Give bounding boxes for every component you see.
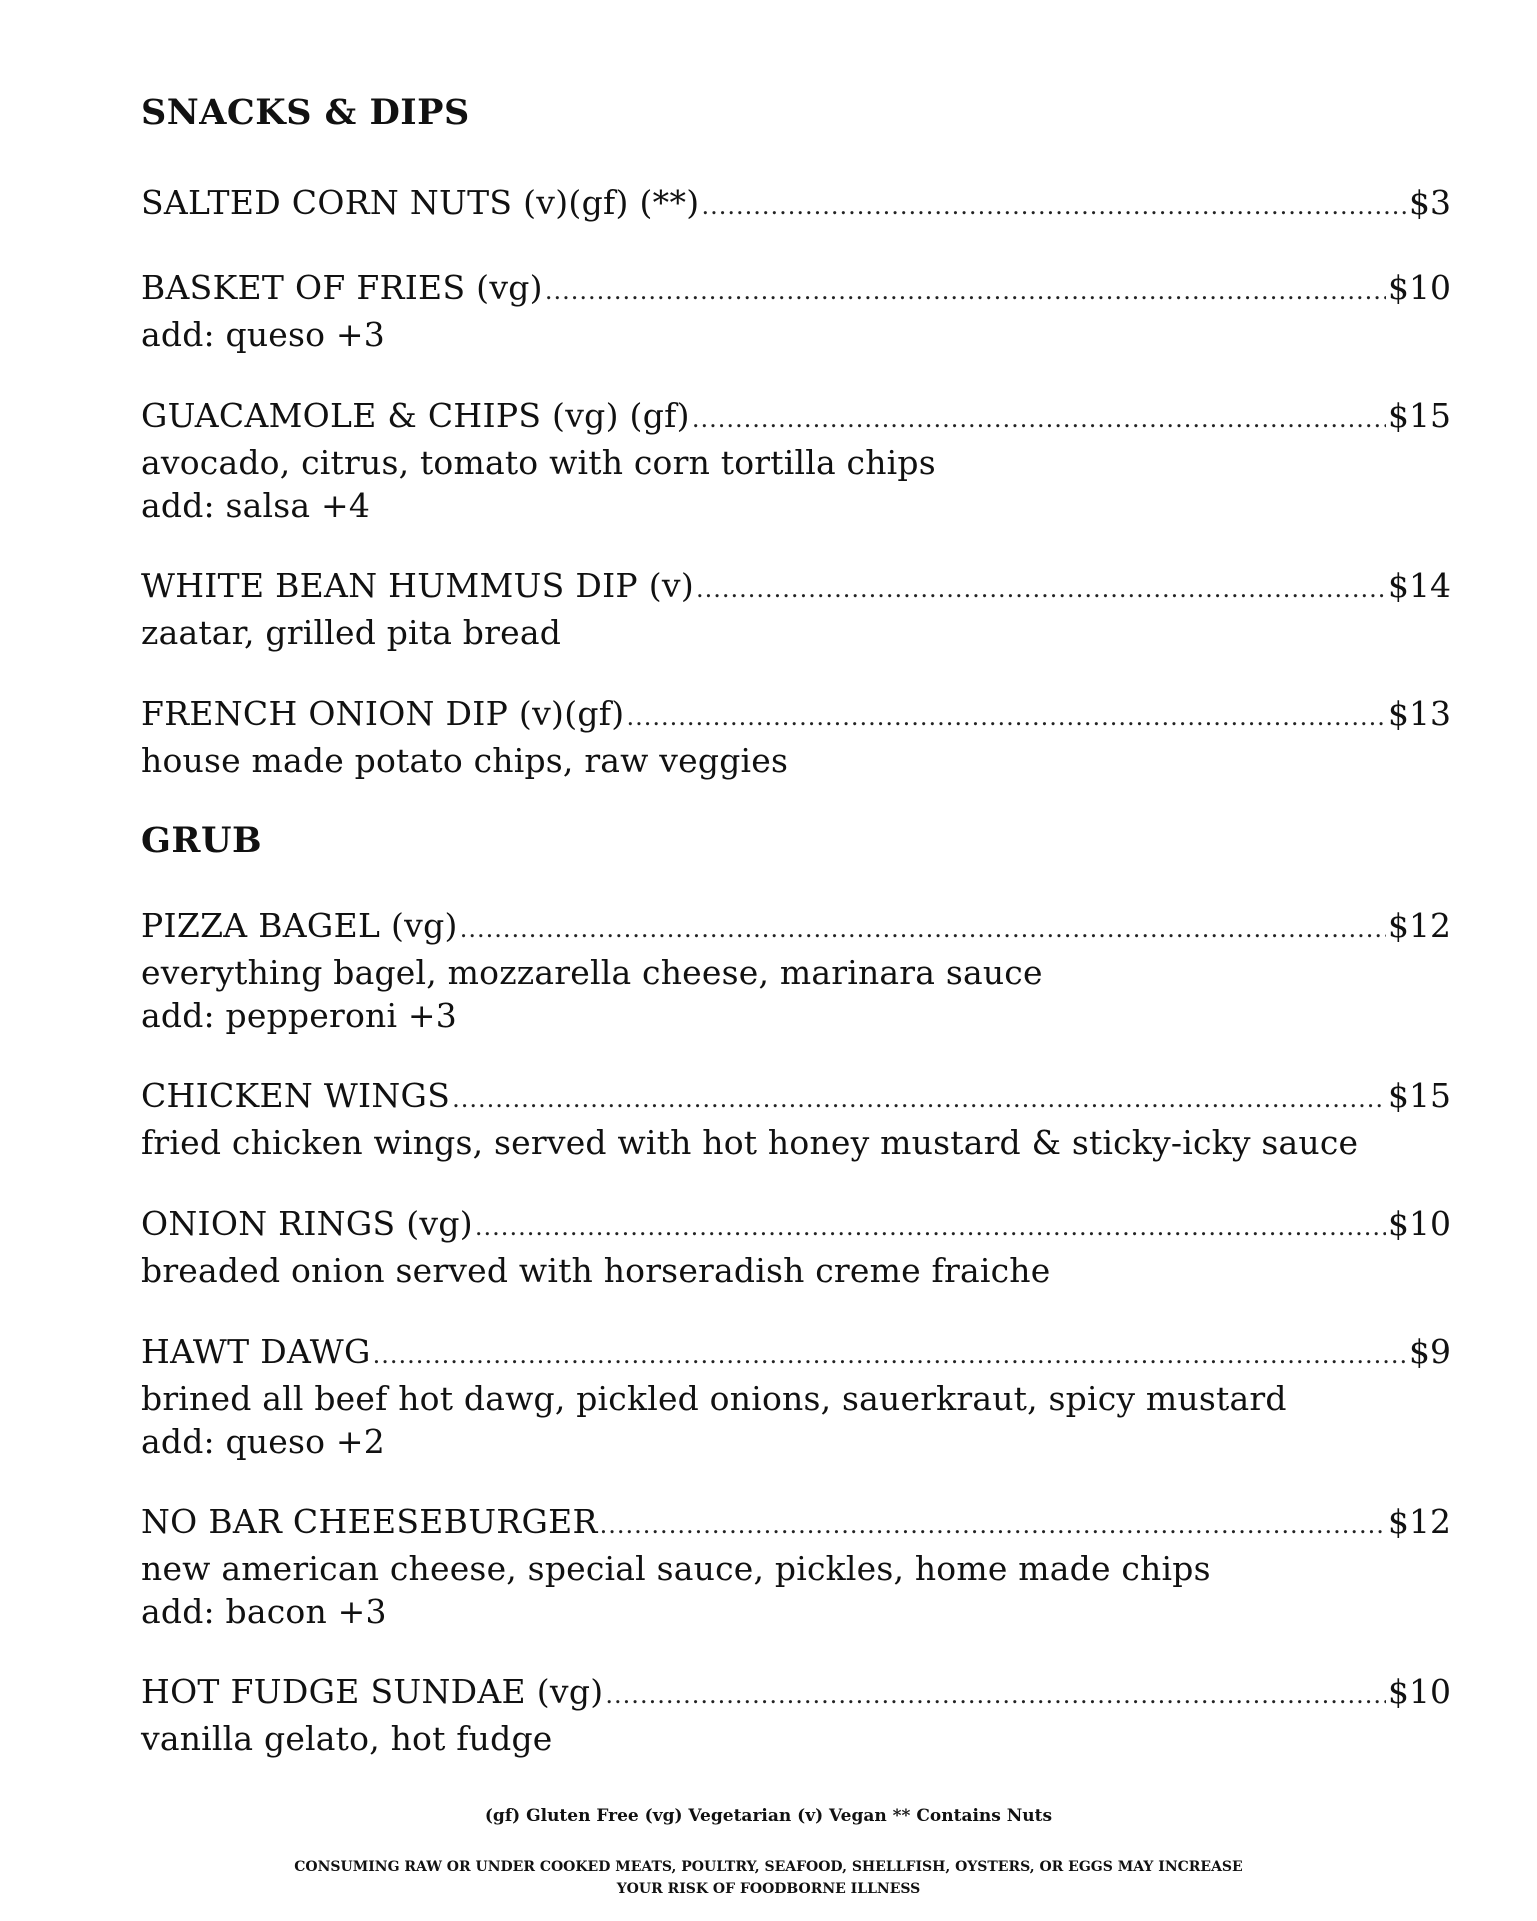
item-description: breaded onion served with horseradish creme fraiche (141, 1251, 1051, 1290)
menu-item-basket-of-fries (141, 266, 1451, 356)
item-price: $10 (1388, 1204, 1451, 1243)
item-description: avocado, citrus, tomato with corn tortilla chips (141, 443, 936, 482)
dot-leader (600, 1504, 1386, 1547)
menu-item-hawt-dawg (141, 1330, 1451, 1463)
dot-leader (626, 696, 1386, 739)
dot-leader (373, 1334, 1407, 1377)
item-price: $15 (1388, 396, 1451, 435)
item-name: PIZZA BAGEL (vg) (141, 906, 458, 945)
dot-leader (701, 185, 1407, 228)
item-addon: add: queso +3 (141, 315, 385, 354)
menu-item-hot-fudge-sundae (141, 1670, 1451, 1760)
menu-item-no-bar-cheeseburger (141, 1500, 1451, 1633)
item-description: vanilla gelato, hot fudge (141, 1719, 553, 1758)
dot-leader (545, 270, 1386, 313)
menu-item-onion-rings (141, 1202, 1451, 1292)
item-description: fried chicken wings, served with hot honey mustard & sticky-icky sauce (141, 1123, 1359, 1162)
item-name: HOT FUDGE SUNDAE (vg) (141, 1672, 604, 1711)
item-price: $13 (1388, 694, 1451, 733)
item-description: brined all beef hot dawg, pickled onions, sauerkraut, spicy mustard (141, 1379, 1287, 1418)
item-name: FRENCH ONION DIP (v)(gf) (141, 694, 625, 733)
item-price: $12 (1388, 906, 1451, 945)
item-price: $10 (1388, 268, 1451, 307)
item-name: BASKET OF FRIES (vg) (141, 268, 543, 307)
section-heading-grub: GRUB (141, 820, 263, 861)
health-warning (0, 1856, 1537, 1900)
item-name: HAWT DAWG (141, 1332, 371, 1371)
menu-item-salted-corn-nuts (141, 181, 1451, 228)
item-name: CHICKEN WINGS (141, 1076, 451, 1115)
menu-item-guacamole-chips (141, 394, 1451, 527)
item-price: $14 (1388, 566, 1451, 605)
item-description: house made potato chips, raw veggies (141, 741, 789, 780)
dot-leader (605, 1674, 1386, 1717)
item-addon: add: salsa +4 (141, 486, 371, 525)
item-name: ONION RINGS (vg) (141, 1204, 473, 1243)
dot-leader (475, 1206, 1386, 1249)
menu-item-french-onion-dip (141, 692, 1451, 782)
menu-item-white-bean-hummus (141, 564, 1451, 654)
item-description: everything bagel, mozzarella cheese, marinara sauce (141, 953, 1043, 992)
item-price: $12 (1388, 1502, 1451, 1541)
health-warning-line-2: YOUR RISK OF FOODBORNE ILLNESS (616, 1881, 921, 1897)
item-addon: add: bacon +3 (141, 1592, 387, 1631)
item-name: WHITE BEAN HUMMUS DIP (v) (141, 566, 695, 605)
menu-item-pizza-bagel (141, 904, 1451, 1037)
item-description: new american cheese, special sauce, pickles, home made chips (141, 1549, 1211, 1588)
item-price: $9 (1409, 1332, 1451, 1371)
section-heading-snacks: SNACKS & DIPS (141, 92, 470, 133)
item-name: SALTED CORN NUTS (v)(gf) (**) (141, 183, 700, 222)
dietary-legend: (gf) Gluten Free (vg) Vegetarian (v) Vegan ** Contains Nuts (484, 1806, 1053, 1826)
menu-item-chicken-wings (141, 1074, 1451, 1164)
item-price: $3 (1409, 183, 1451, 222)
item-name: NO BAR CHEESEBURGER (141, 1502, 598, 1541)
item-price: $15 (1388, 1076, 1451, 1115)
health-warning-line-1: CONSUMING RAW OR UNDER COOKED MEATS, POULTRY, SEAFOOD, SHELLFISH, OYSTERS, OR EGGS MAY INCREASE (294, 1859, 1243, 1875)
dot-leader (696, 568, 1386, 611)
dot-leader (692, 398, 1386, 441)
item-name: GUACAMOLE & CHIPS (vg) (gf) (141, 396, 690, 435)
item-description: zaatar, grilled pita bread (141, 613, 562, 652)
dot-leader (452, 1078, 1386, 1121)
item-price: $10 (1388, 1672, 1451, 1711)
dot-leader (460, 908, 1386, 951)
item-addon: add: queso +2 (141, 1422, 385, 1461)
item-addon: add: pepperoni +3 (141, 996, 457, 1035)
